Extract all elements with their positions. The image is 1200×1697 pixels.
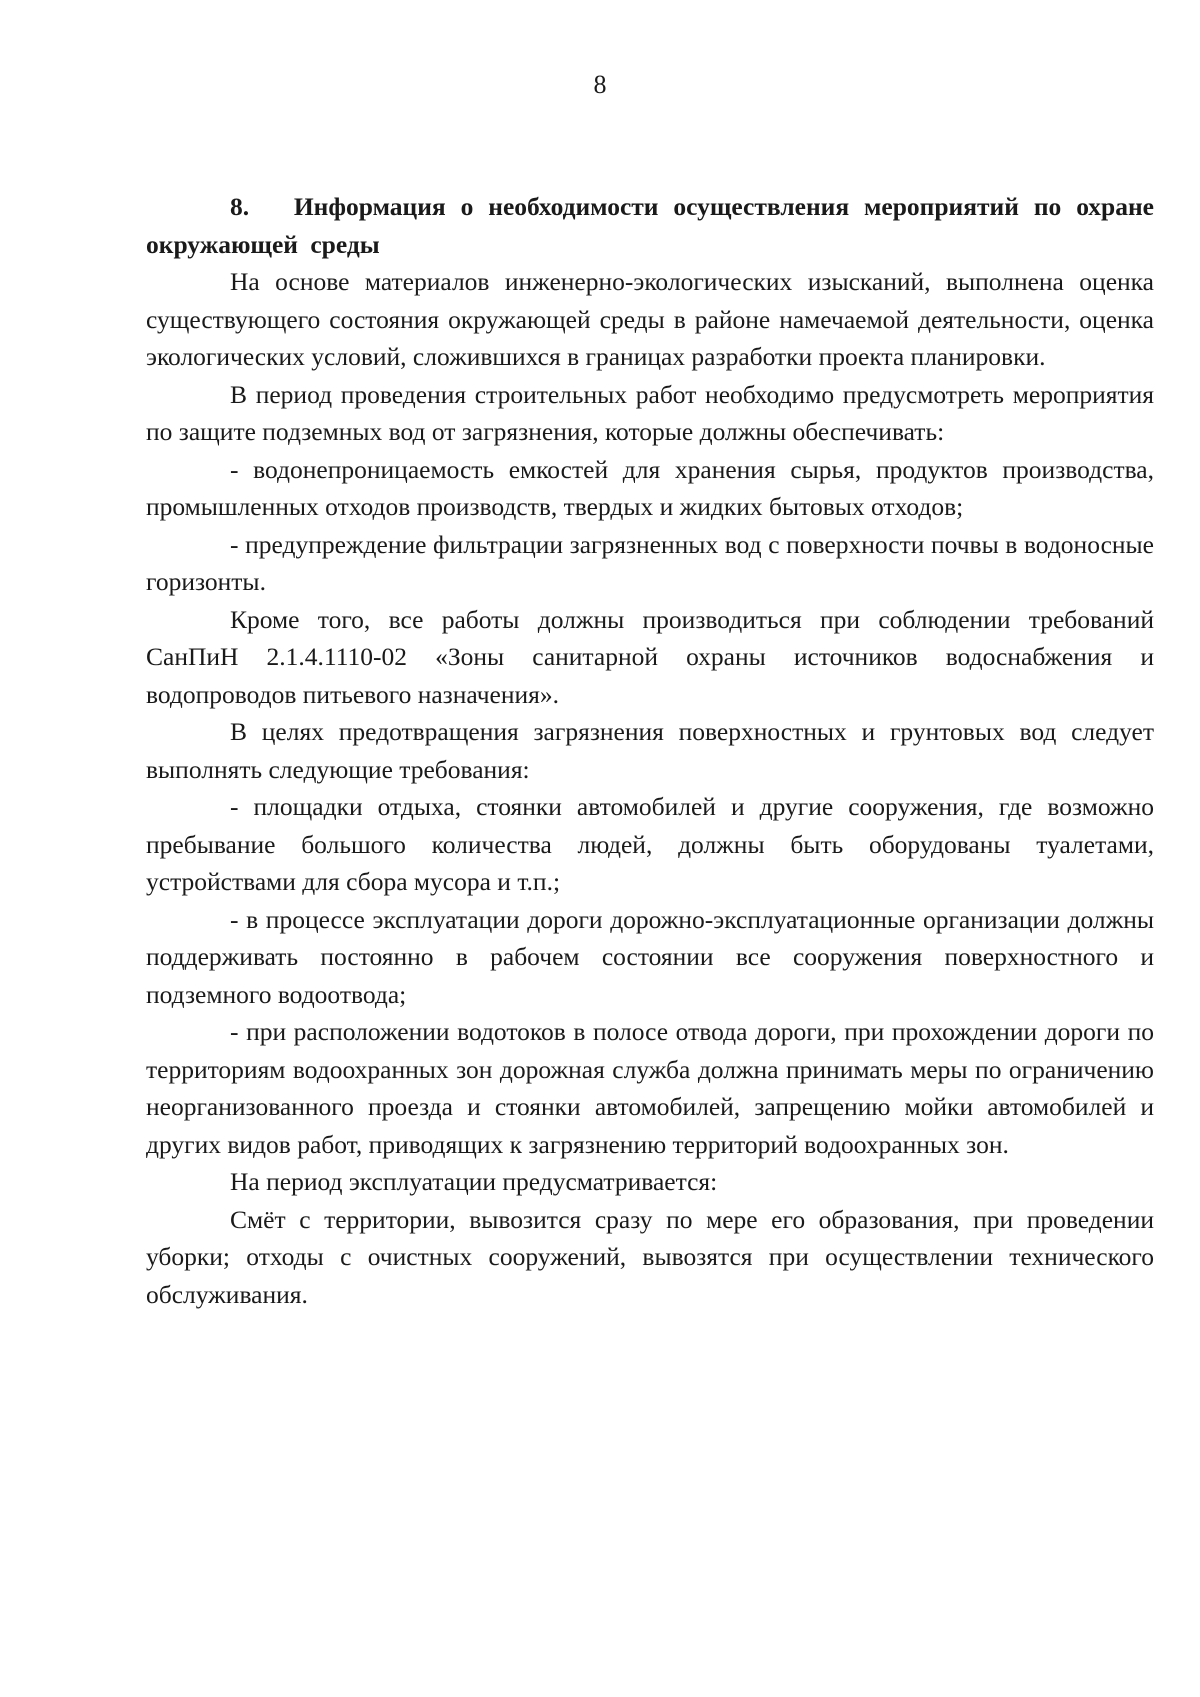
list-item-3: - площадки отдыха, стоянки автомобилей и другие сооружения, где возможно пребывание большого количества людей, должны быть оборудованы туалетами, устройствами для сбора мусора и т.п.; [146,792,1154,896]
paragraph-3: Кроме того, все работы должны производиться при соблюдении требований СанПиН 2.1.4.1110-02 «Зоны санитарной охраны источников водоснабжения и водопроводов питьевого назначения». [146,604,1154,709]
page-number: 8 [593,70,607,99]
paragraph-5: На период эксплуатации предусматривается: [230,1167,718,1196]
paragraph-2: В период проведения строительных работ необходимо предусмотреть мероприятия по защите подземных вод от загрязнения, которые должны обеспечивать: [146,379,1154,446]
list-item-5: - при расположении водотоков в полосе отвода дороги, при прохождении дороги по территориям водоохранных зон дорожная служба должна принимать меры по ограничению неорганизованного проезда и стоянки автомобилей, запрещению мойки автомобилей и других видов работ, приводящих к загрязнению территорий водоохранных зон. [146,1017,1154,1159]
document-body [146,188,1154,1313]
paragraph-4: В целях предотвращения загрязнения поверхностных и грунтовых вод следует выполнять следующие требования: [146,717,1154,784]
paragraph-1: На основе материалов инженерно-экологических изысканий, выполнена оценка существующего состояния окружающей среды в районе намечаемой деятельности, оценка экологических условий, сложившихся в границах разработки проекта планировки. [146,267,1154,371]
list-item-1: - водонепроницаемость емкостей для хранения сырья, продуктов производства, промышленных отходов производств, твердых и жидких бытовых отходов; [146,454,1154,521]
paragraph-6: Смёт с территории, вывозится сразу по мере его образования, при проведении уборки; отходы с очистных сооружений, вывозятся при осуществлении технического обслуживания. [146,1204,1154,1309]
list-item-4: - в процессе эксплуатации дороги дорожно-эксплуатационные организации должны поддерживать постоянно в рабочем состоянии все сооружения поверхностного и подземного водоотвода; [146,904,1154,1009]
list-item-2: - предупреждение фильтрации загрязненных вод с поверхности почвы в водоносные горизонты. [146,529,1154,596]
section-heading: 8. Информация о необходимости осуществления мероприятий по охране окружающей среды [146,192,1154,259]
